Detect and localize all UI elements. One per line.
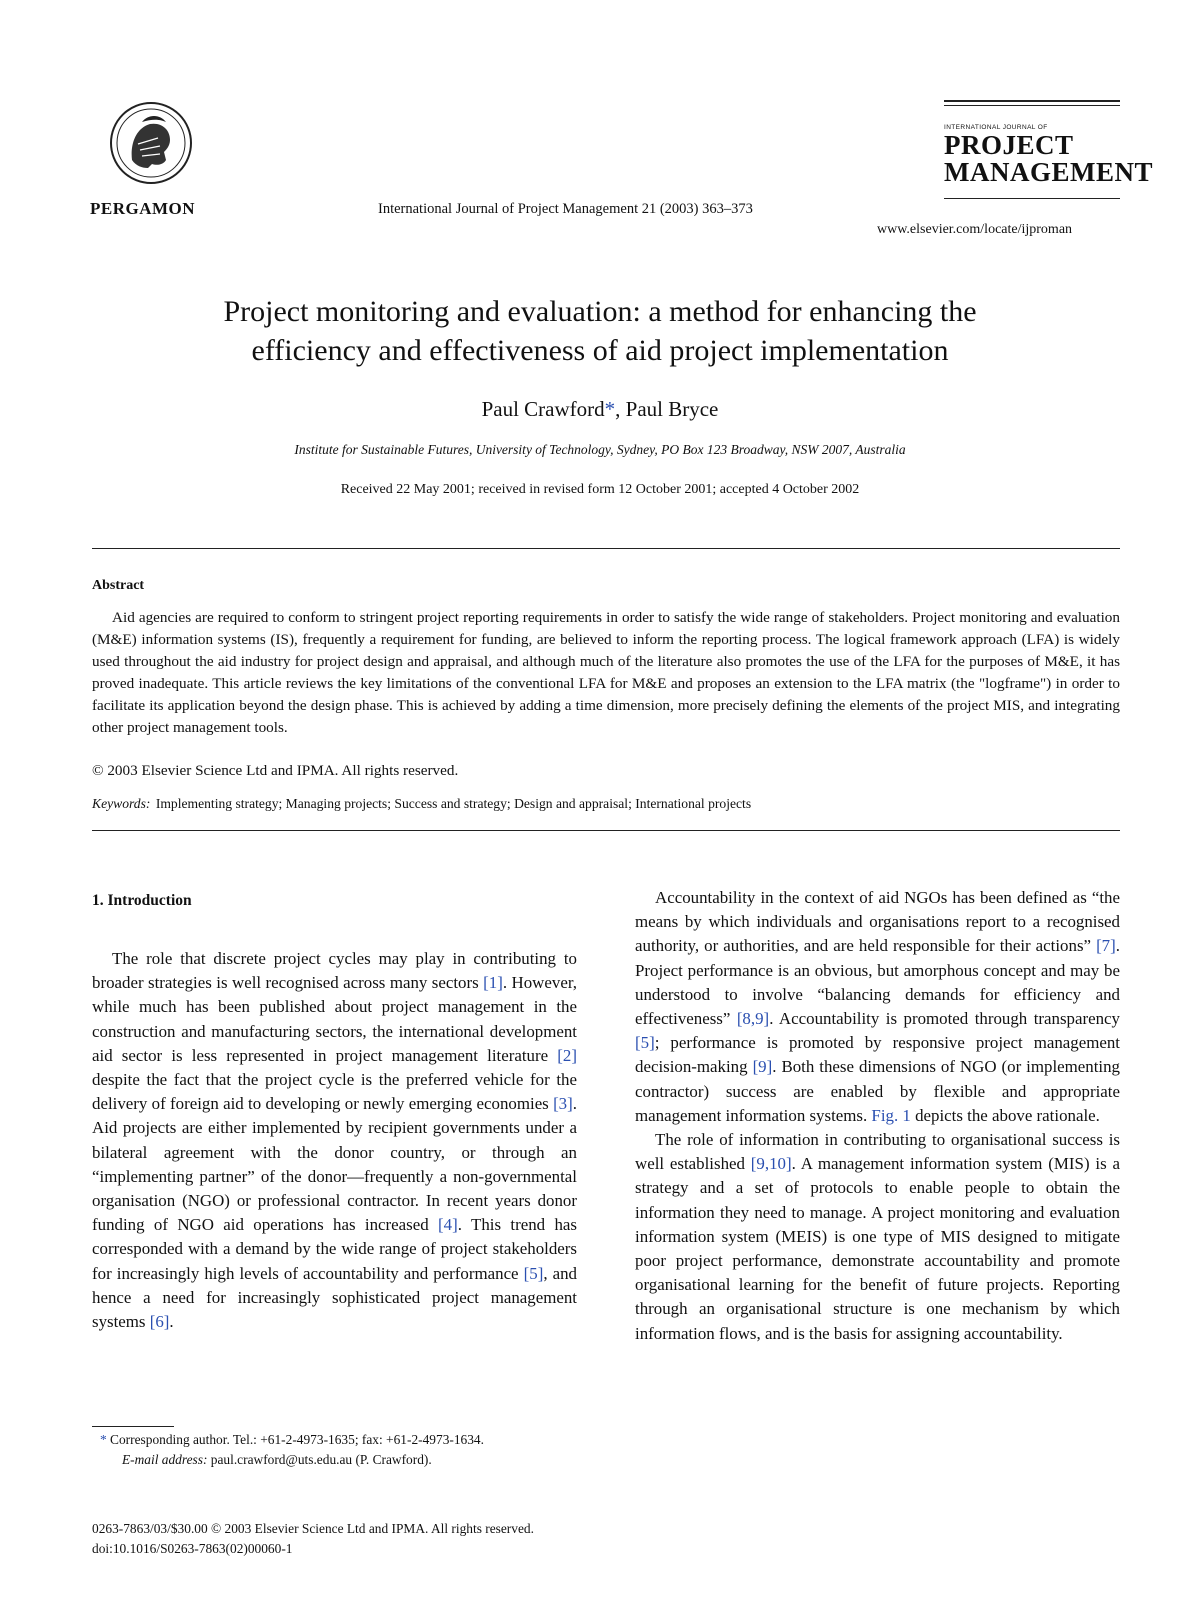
masthead-rule — [944, 105, 1120, 106]
right-column — [635, 886, 1120, 1346]
masthead-rule — [944, 100, 1120, 102]
footnote-line — [92, 1430, 577, 1450]
masthead-title-line2: MANAGEMENT — [944, 157, 1153, 187]
text-run: Accountability in the context of aid NGOs has been defined as “the means by which individuals and organisations report to a recognised authority, or authorities, and are held responsible for their actions” — [635, 888, 1120, 956]
text-run: . A management information system (MIS) is a strategy and a set of protocols to enable people to obtain the information they need to manage. A project monitoring and evaluation information system (MEIS) is one type of MIS designed to mitigate poor project performance, demonstrate accountability and promote organisational learning for the benefit of future projects. Reporting through an organisational structure is one mechanism by which information flows, and is the basis for assigning accountability. — [635, 1154, 1120, 1343]
section-heading: 1. Introduction — [92, 892, 192, 909]
title-line: efficiency and effectiveness of aid project implementation — [251, 334, 949, 367]
footnote-rule — [92, 1426, 174, 1427]
text-run: . Aid projects are either implemented by recipient governments under a bilateral agreement with the donor country, or through an “implementing partner” of the donor—frequently a non-governmental organisation (NGO) or professional contractor. In recent years donor funding of NGO aid operations has increased — [92, 1094, 577, 1235]
publisher-name: PERGAMON — [90, 199, 196, 218]
article-title — [60, 292, 1140, 370]
text-run: The role of information in contributing to organisational success is well established — [635, 1130, 1120, 1174]
text-run: The role that discrete project cycles may play in contributing to broader strategies is well recognised across many sectors — [92, 949, 577, 993]
citation-link[interactable]: [6] — [149, 1312, 170, 1332]
abstract-paragraph: Aid agencies are required to conform to stringent project reporting requirements in order to satisfy the wide range of stakeholders. Project monitoring and evaluation (M&E) information systems (IS), frequently a requirement for funding, are believed to inform the reporting process. The logical framework approach (LFA) is widely used throughout the aid industry for project design and appraisal, and although much of the literature also promotes the use of the LFA for the purposes of M&E, it has proved inadequate. This article reviews the key limitations of the conventional LFA for M&E and proposes an extension to the LFA matrix (the "logframe") in order to facilitate its application beyond the design phase. This is achieved by adding a time dimension, more precisely defining the elements of the project MIS, and integrating other project management tools. — [92, 609, 1120, 736]
journal-url-link[interactable]: www.elsevier.com/locate/ijproman — [877, 222, 1073, 237]
text-run: . — [169, 1312, 174, 1332]
journal-citation: International Journal of Project Management 21 (2003) 363–373 — [378, 201, 753, 217]
figure-link[interactable]: Fig. 1 — [871, 1105, 911, 1125]
text-run: . Project performance is an obvious, but amorphous concept and may be understood to involve “balancing demands for efficiency and effectiveness” — [635, 936, 1120, 1029]
abstract-copyright: © 2003 Elsevier Science Ltd and IPMA. All rights reserved. — [92, 762, 459, 779]
issn-copyright — [92, 1519, 534, 1559]
body-paragraph — [92, 947, 577, 1334]
text-run: . This trend has corresponded with a demand by the wide range of project stakeholders for increasingly high levels of accountability and performance — [92, 1215, 577, 1283]
publisher-logo-icon — [108, 100, 194, 186]
left-column — [92, 947, 577, 1334]
doi-line: doi:10.1016/S0263-7863(02)00060-1 — [92, 1541, 293, 1556]
citation-link[interactable]: [9] — [752, 1057, 773, 1077]
corresponding-author-link[interactable]: * — [604, 397, 616, 421]
title-line: Project monitoring and evaluation: a method for enhancing the — [223, 295, 977, 328]
issn-line: 0263-7863/03/$30.00 © 2003 Elsevier Science Ltd and IPMA. All rights reserved. — [92, 1521, 534, 1536]
journal-masthead — [944, 100, 1153, 199]
divider — [92, 830, 1120, 831]
email-label: E-mail address: — [122, 1452, 208, 1467]
citation-link[interactable]: [5] — [523, 1263, 544, 1283]
divider — [92, 548, 1120, 549]
masthead-small-text: INTERNATIONAL JOURNAL OF — [944, 124, 1048, 131]
text-run: . Accountability is promoted through transparency — [769, 1009, 1120, 1029]
citation-link[interactable]: [2] — [557, 1045, 577, 1065]
author-list — [60, 397, 1140, 422]
author-name: Paul Crawford — [481, 397, 605, 421]
footnote — [92, 1430, 577, 1470]
masthead-title-line1: PROJECT — [944, 130, 1074, 160]
citation-link[interactable]: [8,9] — [736, 1009, 770, 1029]
abstract-heading: Abstract — [92, 578, 145, 593]
citation-link[interactable]: [4] — [438, 1215, 458, 1235]
citation-link[interactable]: [7] — [1096, 936, 1116, 956]
text-run: . However, while much has been published about project management in the construction and manufacturing sectors, the international development aid sector is less represented in project management literature — [92, 973, 577, 1065]
keywords-label: Keywords: — [92, 796, 151, 811]
masthead-rule — [944, 198, 1120, 199]
footnote-text: Corresponding author. Tel.: +61-2-4973-1635; fax: +61-2-4973-1634. — [106, 1432, 484, 1447]
text-run: , and hence a need for increasingly sophisticated project management systems — [92, 1263, 577, 1332]
text-run: despite the fact that the project cycle is the preferred vehicle for the delivery of foreign aid to developing or newly emerging economies — [92, 1070, 577, 1114]
citation-link[interactable]: [3] — [553, 1094, 573, 1114]
text-run: . Both these dimensions of NGO (or implementing contractor) success are enabled by flexible and appropriate management information systems. — [635, 1057, 1120, 1125]
citation-link[interactable]: [1] — [483, 973, 503, 993]
author-name: Paul Bryce — [625, 397, 719, 421]
text-run: ; performance is promoted by responsive project management decision-making — [635, 1033, 1120, 1077]
body-paragraph — [635, 886, 1120, 1128]
author-separator: , — [615, 397, 626, 421]
email-address[interactable]: paul.crawford@uts.edu.au (P. Crawford). — [207, 1452, 432, 1467]
keywords-list: Implementing strategy; Managing projects; Success and strategy; Design and appraisal; International projects — [155, 796, 752, 811]
affiliation: Institute for Sustainable Futures, University of Technology, Sydney, PO Box 123 Broadway, NSW 2007, Australia — [294, 442, 906, 457]
received-dates: Received 22 May 2001; received in revised form 12 October 2001; accepted 4 October 2002 — [340, 482, 860, 497]
abstract-body — [92, 607, 1120, 739]
footnote-mark: * — [100, 1432, 107, 1447]
keywords — [92, 796, 751, 812]
body-paragraph — [635, 1128, 1120, 1346]
citation-link[interactable]: [5] — [635, 1033, 655, 1053]
footnote-line — [92, 1450, 577, 1470]
citation-link[interactable]: [9,10] — [750, 1154, 792, 1174]
text-run: depicts the above rationale. — [910, 1105, 1100, 1125]
